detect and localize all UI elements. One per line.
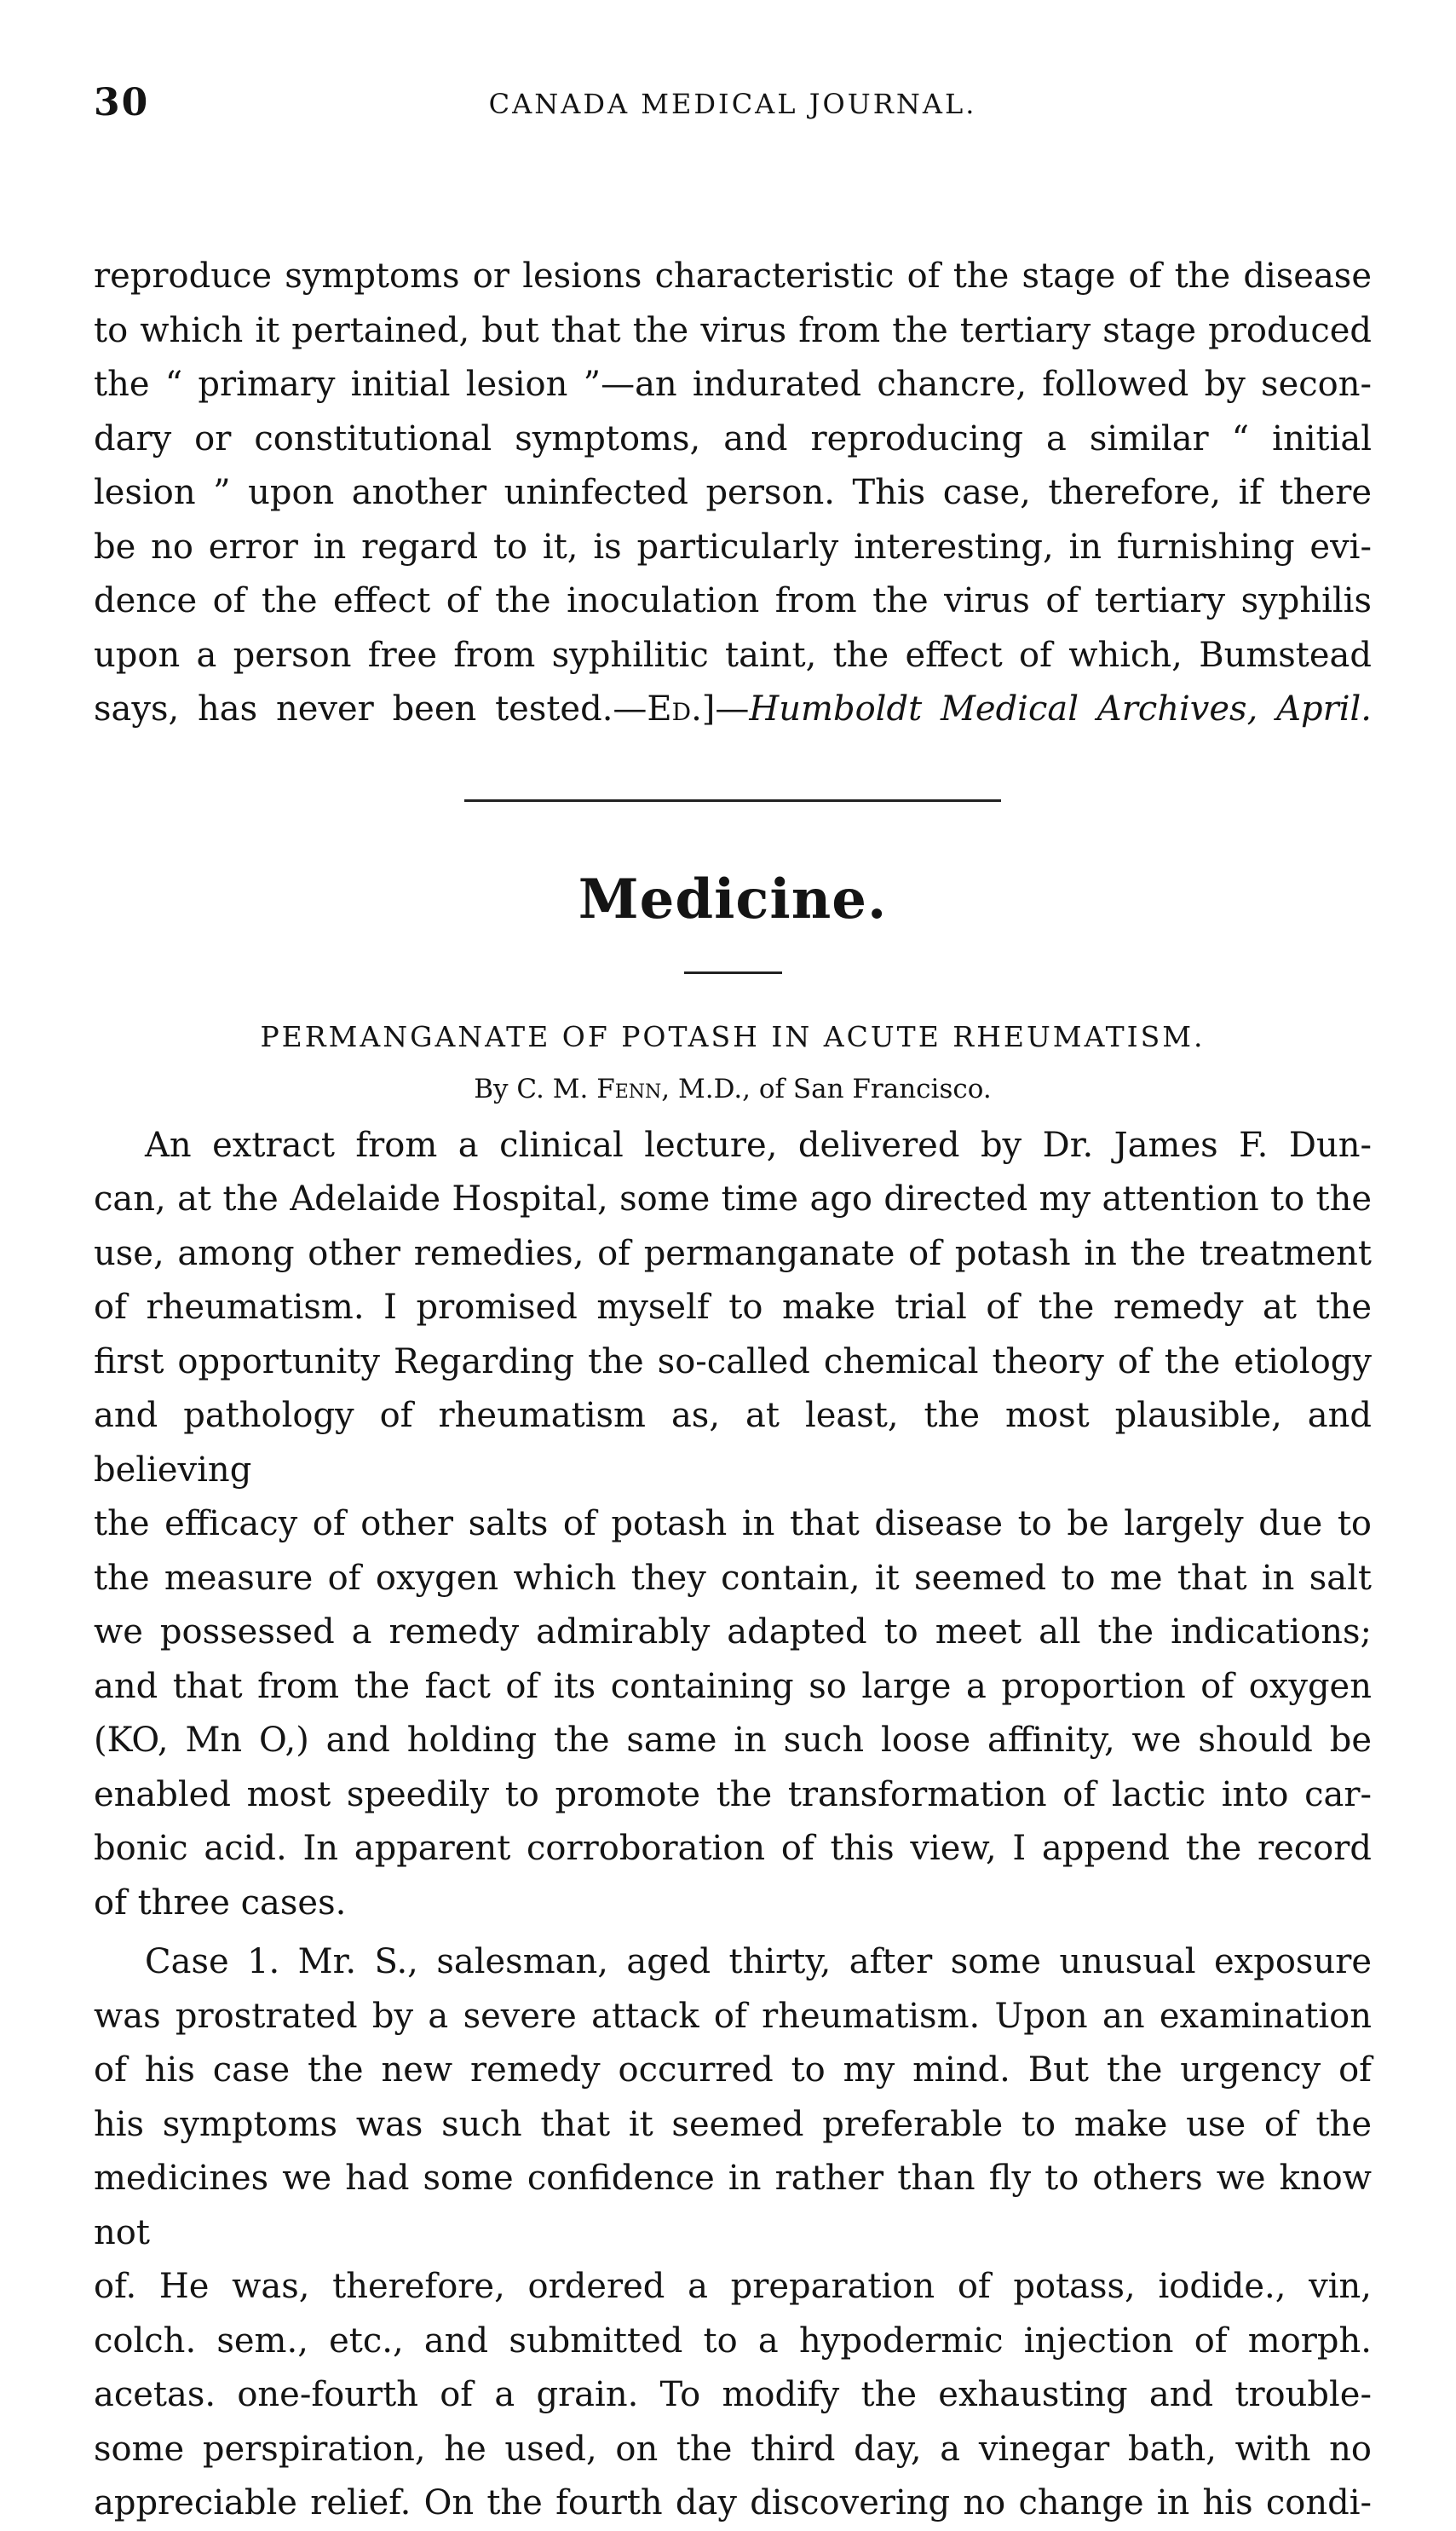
text-line: An extract from a clinical lecture, delivered by Dr. James F. Dun- — [145, 1125, 1372, 1165]
continuation-text — [94, 250, 1372, 737]
editor-mark: Ed. — [647, 689, 702, 729]
title-divider — [684, 971, 782, 974]
text-line: we possessed a remedy admirably adapted to meet all the indications; — [94, 1612, 1372, 1652]
text-line: appreciable relief. On the fourth day discovering no change in his condi- — [94, 2483, 1372, 2522]
text-line: medicines we had some confidence in rather than fly to others we know not — [94, 2159, 1372, 2252]
text-line: first opportunity Regarding the so-called chemical theory of the etiology — [94, 1341, 1372, 1381]
text-line: of three cases. — [94, 1882, 347, 1923]
text-line: can, at the Adelaide Hospital, some time ago directed my attention to the — [94, 1179, 1372, 1219]
text-line: reproduce symptoms or lesions characteristic of the stage of the disease — [94, 257, 1372, 296]
text-line: bonic acid. In apparent corroboration of this view, I append the record — [94, 1829, 1372, 1868]
text-line: to which it pertained, but that the virus from the tertiary stage produced — [94, 310, 1372, 350]
text-line: dary or constitutional symptoms, and reproducing a similar “ initial — [94, 418, 1372, 458]
text-line: (KO, Mn O,) and holding the same in such loose affinity, we should be — [94, 1721, 1372, 1760]
text-line: Case 1. Mr. S., salesman, aged thirty, after some unusual exposure — [145, 1942, 1372, 1981]
text-line: the measure of oxygen which they contain, it seemed to me that in salt — [94, 1558, 1372, 1598]
byline-prefix: By C. M. — [474, 1073, 597, 1104]
section-divider — [464, 799, 1001, 802]
page-number: 30 — [94, 81, 150, 124]
running-head: CANADA MEDICAL JOURNAL. — [488, 88, 977, 120]
text-line: use, among other remedies, of permanganate of potash in the treatment — [94, 1233, 1372, 1273]
article-title: PERMANGANATE OF POTASH IN ACUTE RHEUMATISM. — [260, 1019, 1206, 1053]
text-line: his symptoms was such that it seemed preferable to make use of the — [94, 2104, 1372, 2144]
text-line: acetas. one-fourth of a grain. To modify the exhausting and trouble- — [94, 2375, 1372, 2414]
text-line: enabled most speedily to promote the transformation of lactic into car- — [94, 1774, 1372, 1814]
text-line: be no error in regard to it, is particularly interesting, in furnishing evi- — [94, 527, 1372, 567]
text-line: colch. sem., etc., and submitted to a hypodermic injection of morph. — [94, 2321, 1372, 2361]
article-body — [94, 1119, 1372, 2531]
text-line: of rheumatism. I promised myself to make trial of the remedy at the — [94, 1288, 1372, 1327]
text-line: of. He was, therefore, ordered a preparation of potass, iodide., vin, — [94, 2267, 1372, 2306]
text-line: and that from the fact of its containing so large a proportion of oxygen — [94, 1666, 1372, 1706]
text-line: dence of the effect of the inoculation from the virus of tertiary syphilis — [94, 581, 1372, 620]
text-line: the efficacy of other salts of potash in that disease to be largely due to — [94, 1504, 1372, 1543]
text-line — [94, 683, 1372, 737]
text-line: some perspiration, he used, on the third day, a vinegar bath, with no — [94, 2429, 1372, 2469]
page-header — [94, 81, 1372, 132]
text-line: of his case the new remedy occurred to my mind. But the urgency of — [94, 2050, 1372, 2090]
text-span: ]— — [701, 689, 750, 729]
text-line: the “ primary initial lesion ”—an indurated chancre, followed by secon- — [94, 365, 1372, 404]
byline-suffix: , M.D., of San Francisco. — [661, 1073, 992, 1104]
section-title: Medicine. — [578, 867, 888, 931]
text-line: upon a person free from syphilitic taint, the effect of which, Bumstead — [94, 635, 1372, 675]
case-paragraph — [94, 1935, 1372, 2531]
text-line: and pathology of rheumatism as, at least, the most plausible, and believing — [94, 1396, 1372, 1490]
byline — [94, 1068, 1372, 1110]
author-name: Fenn — [596, 1073, 662, 1104]
text-line: lesion ” upon another uninfected person. This case, therefore, if there — [94, 473, 1372, 512]
text-line: was prostrated by a severe attack of rheumatism. Upon an examination — [94, 1996, 1372, 2036]
text-span: says, has never been tested.— — [94, 689, 647, 729]
source-citation: Humboldt Medical Archives, April. — [749, 689, 1372, 729]
document-page — [94, 81, 1372, 2531]
